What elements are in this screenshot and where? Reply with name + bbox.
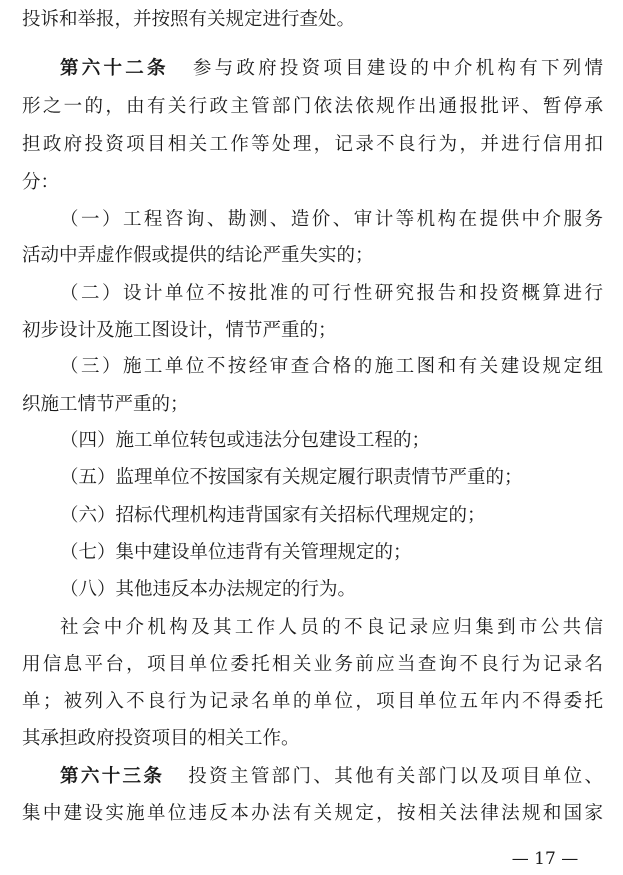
text-line: 初步设计及施工图设计，情节严重的； — [22, 320, 337, 341]
article-62-title: 第六十二条 — [60, 58, 169, 79]
text-line: 活动中弄虚作假或提供的结论严重失实的； — [22, 245, 374, 266]
list-item: （六）招标代理机构违背国家有关招标代理规定的； — [60, 505, 486, 526]
text-line: 其承担政府投资项目的相关工作。 — [22, 728, 300, 749]
text-line: 单；被列入不良行为记录名单的单位，项目单位五年内不得委托 — [22, 691, 603, 712]
text-line: 担政府投资项目相关工作等处理，记录不良行为，并进行信用扣 — [22, 134, 603, 155]
text-line: 投诉和举报，并按照有关规定进行查处。 — [22, 9, 356, 30]
page-number: — 17 — — [511, 849, 579, 869]
article-62-text: 参与政府投资项目建设的中介机构有下列情 — [192, 58, 603, 79]
article-63-text: 投资主管部门、其他有关部门以及项目单位、 — [188, 766, 603, 787]
list-item: （二）设计单位不按批准的可行性研究报告和投资概算进行 — [60, 283, 603, 304]
list-item: （五）监理单位不按国家有关规定履行职责情节严重的； — [60, 467, 523, 488]
list-item: （三）施工单位不按经审查合格的施工图和有关建设规定组 — [60, 356, 603, 377]
article-62-first-line — [60, 58, 603, 80]
text-line: 用信息平台，项目单位委托相关业务前应当查询不良行为记录名 — [22, 654, 603, 675]
list-item: （四）施工单位转包或违法分包建设工程的； — [60, 430, 431, 451]
article-63-title: 第六十三条 — [60, 766, 165, 787]
list-item: （七）集中建设单位违背有关管理规定的； — [60, 542, 412, 563]
text-line: 织施工情节严重的； — [22, 394, 189, 415]
text-line: 集中建设实施单位违反本办法有关规定，按相关法律法规和国家 — [22, 803, 603, 824]
list-item: （一）工程咨询、勘测、造价、审计等机构在提供中介服务 — [60, 209, 603, 230]
list-item: （八）其他违反本办法规定的行为。 — [60, 579, 357, 600]
paragraph-first-line: 社会中介机构及其工作人员的不良记录应归集到市公共信 — [60, 617, 603, 638]
text-line: 形之一的，由有关行政主管部门依法依规作出通报批评、暂停承 — [22, 96, 603, 117]
article-63-first-line — [60, 766, 603, 788]
text-line: 分： — [22, 172, 60, 193]
